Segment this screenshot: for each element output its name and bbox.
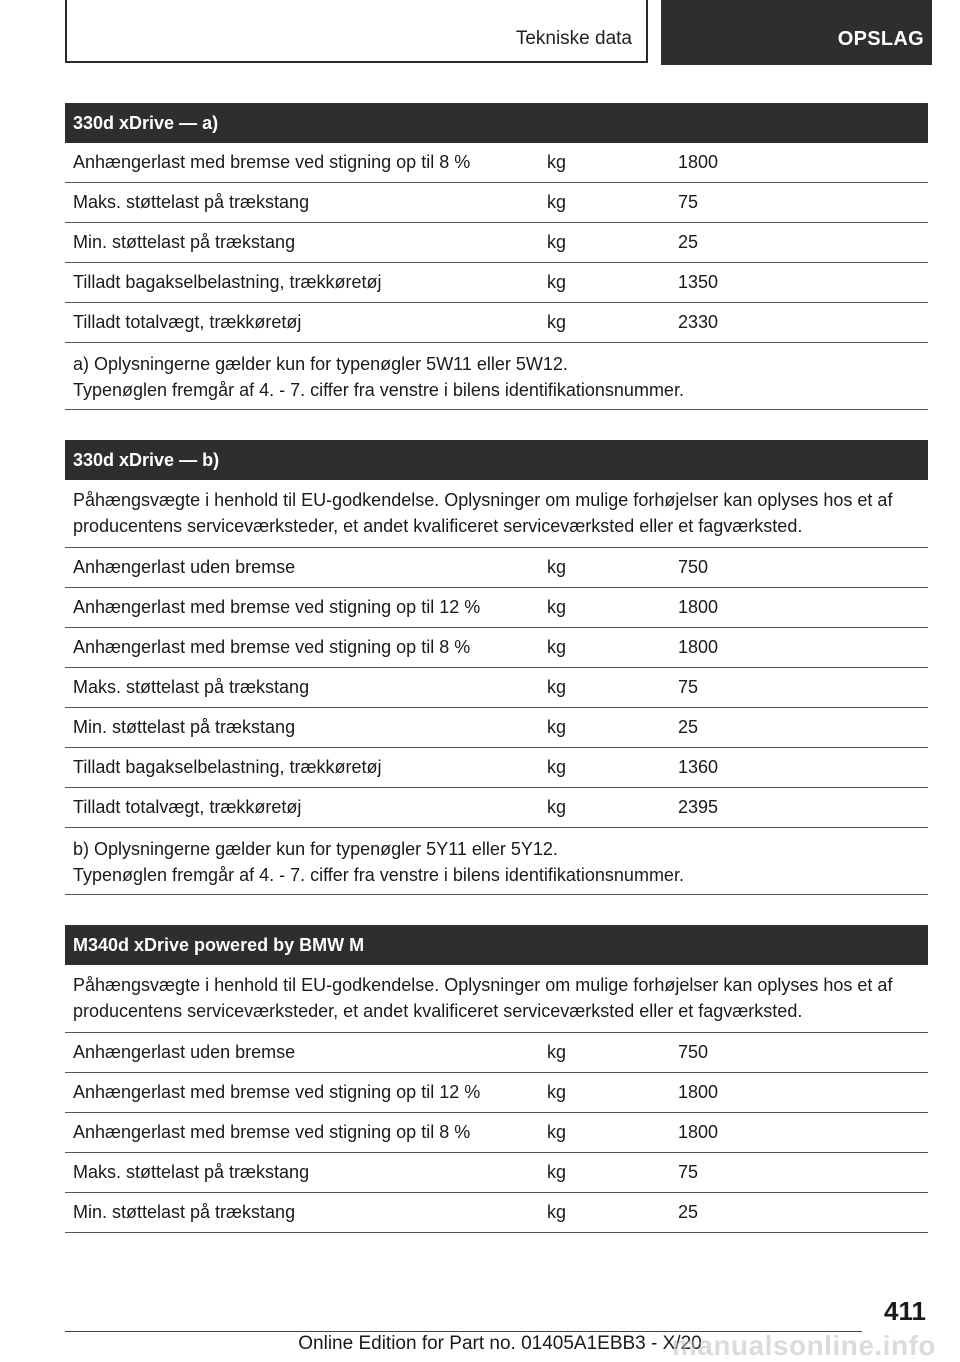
row-value: 75 — [678, 677, 699, 697]
footnote-line: a) Oplysningerne gælder kun for typenøgler 5W11 eller 5W12. — [73, 354, 568, 374]
spec-table — [65, 925, 928, 1233]
row-unit: kg — [547, 597, 567, 617]
row-unit: kg — [547, 1162, 567, 1182]
row-value: 1800 — [678, 152, 719, 172]
row-value: 1800 — [678, 1082, 719, 1102]
row-value: 25 — [678, 232, 699, 252]
footnote-line: b) Oplysningerne gælder kun for typenøgler 5Y11 eller 5Y12. — [73, 839, 558, 859]
row-label: Maks. støttelast på trækstang — [73, 192, 310, 212]
table-row — [65, 143, 928, 183]
row-unit: kg — [547, 637, 567, 657]
table-row — [65, 588, 928, 628]
row-label: Tilladt bagakselbelastning, trækkøretøj — [73, 272, 382, 292]
row-unit: kg — [547, 797, 567, 817]
page-header — [0, 0, 960, 66]
spec-table — [65, 440, 928, 895]
row-value: 1350 — [678, 272, 719, 292]
table-row — [65, 1193, 928, 1233]
row-label: Maks. støttelast på trækstang — [73, 677, 310, 697]
row-value: 1360 — [678, 757, 719, 777]
row-value: 1800 — [678, 637, 719, 657]
row-label: Tilladt totalvægt, trækkøretøj — [73, 797, 302, 817]
row-unit: kg — [547, 1082, 567, 1102]
table-row — [65, 223, 928, 263]
row-label: Min. støttelast på trækstang — [73, 1202, 296, 1222]
row-label: Anhængerlast med bremse ved stigning op til 8 % — [73, 1122, 471, 1142]
table-row — [65, 1153, 928, 1193]
table-row — [65, 263, 928, 303]
table-row — [65, 628, 928, 668]
row-value: 2330 — [678, 312, 719, 332]
table-row — [65, 548, 928, 588]
row-value: 1800 — [678, 597, 719, 617]
footnote-line: Typenøglen fremgår af 4. - 7. ciffer fra venstre i bilens identifikationsnummer. — [73, 380, 684, 400]
table-row — [65, 183, 928, 223]
row-value: 750 — [678, 1042, 709, 1062]
header-chapter-title: OPSLAG — [837, 28, 924, 50]
table-title: 330d xDrive — a) — [65, 103, 928, 143]
table-row — [65, 748, 928, 788]
table-footnote — [65, 828, 928, 895]
row-value: 750 — [678, 557, 709, 577]
table-title: 330d xDrive — b) — [65, 440, 928, 480]
table-row — [65, 1033, 928, 1073]
row-unit: kg — [547, 757, 567, 777]
table-row — [65, 668, 928, 708]
row-label: Tilladt bagakselbelastning, trækkøretøj — [73, 757, 382, 777]
row-unit: kg — [547, 1042, 567, 1062]
row-value: 75 — [678, 1162, 699, 1182]
watermark: manualsonline.info — [671, 1330, 936, 1361]
row-label: Tilladt totalvægt, trækkøretøj — [73, 312, 302, 332]
table-description: Påhængsvægte i henhold til EU-godkendelse. Oplysninger om mulige forhøjelser kan oplyses hos et af producentens serviceværksteder, et andet kvalificeret serviceværksted eller et fagværksted. — [65, 480, 928, 548]
table-row — [65, 303, 928, 343]
row-label: Anhængerlast med bremse ved stigning op til 8 % — [73, 637, 471, 657]
row-value: 25 — [678, 1202, 699, 1222]
row-unit: kg — [547, 717, 567, 737]
row-label: Anhængerlast med bremse ved stigning op til 8 % — [73, 152, 471, 172]
content-area — [65, 103, 928, 1263]
table-title: M340d xDrive powered by BMW M — [65, 925, 928, 965]
row-value: 75 — [678, 192, 699, 212]
page-number: 411 — [884, 1296, 926, 1326]
row-value: 25 — [678, 717, 699, 737]
row-unit: kg — [547, 272, 567, 292]
row-unit: kg — [547, 1202, 567, 1222]
table-row — [65, 708, 928, 748]
table-description: Påhængsvægte i henhold til EU-godkendelse. Oplysninger om mulige forhøjelser kan oplyses hos et af producentens serviceværksteder, et andet kvalificeret serviceværksted eller et fagværksted. — [65, 965, 928, 1033]
table-row — [65, 1073, 928, 1113]
row-value: 1800 — [678, 1122, 719, 1142]
row-unit: kg — [547, 312, 567, 332]
row-label: Anhængerlast med bremse ved stigning op til 12 % — [73, 597, 481, 617]
spec-table — [65, 103, 928, 410]
row-unit: kg — [547, 152, 567, 172]
footnote-line: Typenøglen fremgår af 4. - 7. ciffer fra venstre i bilens identifikationsnummer. — [73, 865, 684, 885]
footer-text: Online Edition for Part no. 01405A1EBB3 - X/20 — [298, 1333, 702, 1354]
row-label: Maks. støttelast på trækstang — [73, 1162, 310, 1182]
table-row — [65, 788, 928, 828]
row-unit: kg — [547, 1122, 567, 1142]
header-chapter-tab — [661, 0, 932, 65]
row-unit: kg — [547, 232, 567, 252]
header-section-box — [65, 0, 648, 63]
row-label: Anhængerlast uden bremse — [73, 1042, 296, 1062]
row-label: Anhængerlast med bremse ved stigning op til 12 % — [73, 1082, 481, 1102]
header-section-title: Tekniske data — [515, 28, 632, 49]
row-unit: kg — [547, 557, 567, 577]
row-label: Min. støttelast på trækstang — [73, 717, 296, 737]
row-label: Anhængerlast uden bremse — [73, 557, 296, 577]
row-unit: kg — [547, 677, 567, 697]
table-row — [65, 1113, 928, 1153]
row-unit: kg — [547, 192, 567, 212]
row-label: Min. støttelast på trækstang — [73, 232, 296, 252]
table-footnote — [65, 343, 928, 410]
row-value: 2395 — [678, 797, 719, 817]
